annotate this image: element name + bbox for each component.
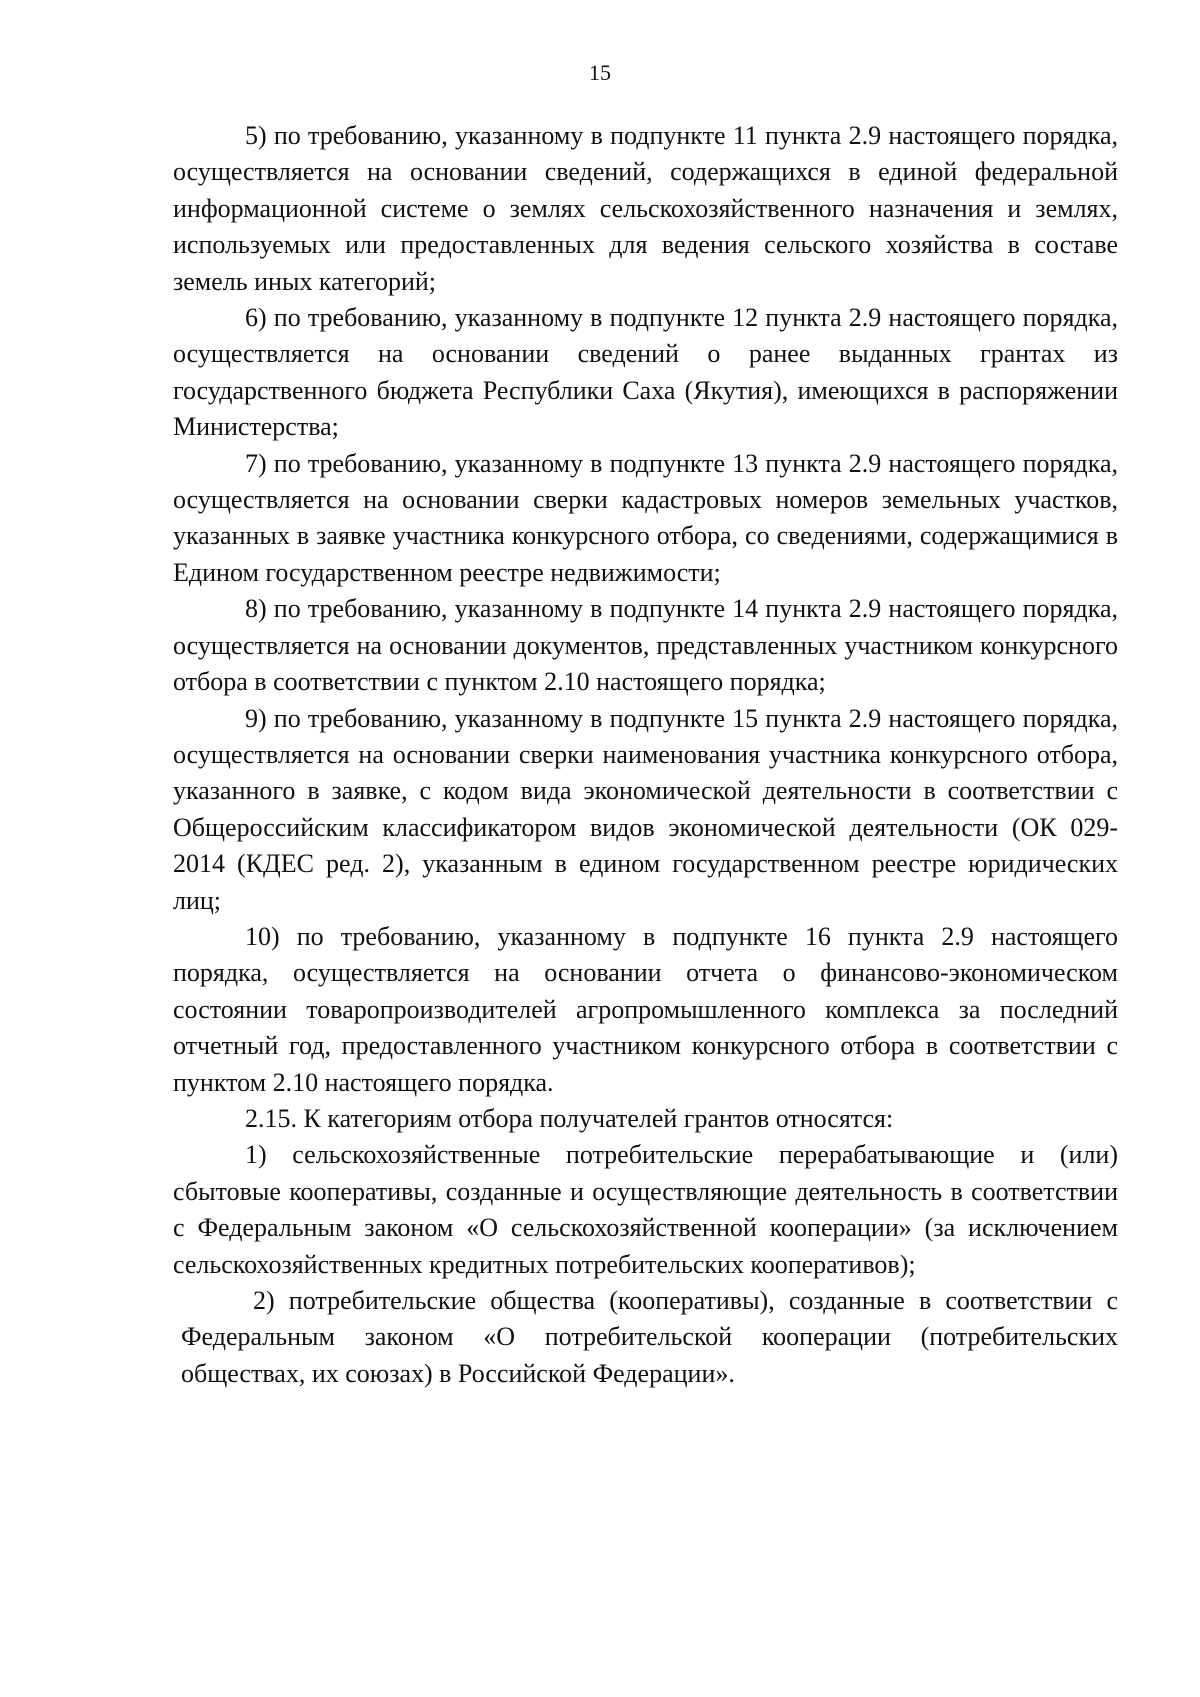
paragraph-item-5: 5) по требованию, указанному в подпункте 11 пункта 2.9 настоящего порядка, осуществляется на основании сведений, содержащихся в единой федеральной информационной системе о землях сельскохозяйственного назначения и землях, используемых или предоставленных для ведения сельского хозяйства в составе земель иных категорий;: [173, 121, 1118, 296]
document-body: [173, 118, 1118, 1392]
paragraph-category-1: 1) сельскохозяйственные потребительские перерабатывающие и (или) сбытовые кооперативы, созданные и осуществляющие деятельность в соответствии с Федеральным законом «О сельскохозяйственной кооперации» (за исключением сельскохозяйственных кредитных потребительских кооперативов);: [173, 1140, 1118, 1279]
paragraph-item-6: 6) по требованию, указанному в подпункте 12 пункта 2.9 настоящего порядка, осуществляется на основании сведений о ранее выданных грантах из государственного бюджета Республики Саха (Якутия), имеющихся в распоряжении Министерства;: [173, 303, 1118, 442]
paragraph-category-2: 2) потребительские общества (кооперативы), созданные в соответствии с Федеральным законом «О потребительской кооперации (потребительских обществах, их союзах) в Российской Федерации».: [181, 1286, 1118, 1388]
paragraph-item-9: 9) по требованию, указанному в подпункте 15 пункта 2.9 настоящего порядка, осуществляется на основании сверки наименования участника конкурсного отбора, указанного в заявке, с кодом вида экономической деятельности в соответствии с Общероссийским классификатором видов экономической деятельности (ОК 029-2014 (КДЕС ред. 2), указанным в едином государственном реестре юридических лиц;: [173, 703, 1118, 915]
paragraph-item-10: 10) по требованию, указанному в подпункте 16 пункта 2.9 настоящего порядка, осуществляется на основании отчета о финансово-экономическом состоянии товаропроизводителей агропромышленного комплекса за последний отчетный год, предоставленного участником конкурсного отбора в соответствии с пунктом 2.10 настоящего порядка.: [173, 921, 1118, 1097]
paragraph-item-8: 8) по требованию, указанному в подпункте 14 пункта 2.9 настоящего порядка, осуществляется на основании документов, представленных участником конкурсного отбора в соответствии с пунктом 2.10 настоящего порядка;: [173, 594, 1118, 697]
paragraph-item-7: 7) по требованию, указанному в подпункте 13 пункта 2.9 настоящего порядка, осуществляется на основании сверки кадастровых номеров земельных участков, указанных в заявке участника конкурсного отбора, со сведениями, содержащимися в Едином государственном реестре недвижимости;: [173, 448, 1118, 587]
paragraph-section-2-15: 2.15. К категориям отбора получателей грантов относятся:: [245, 1103, 894, 1133]
page-number: 15: [589, 60, 611, 85]
